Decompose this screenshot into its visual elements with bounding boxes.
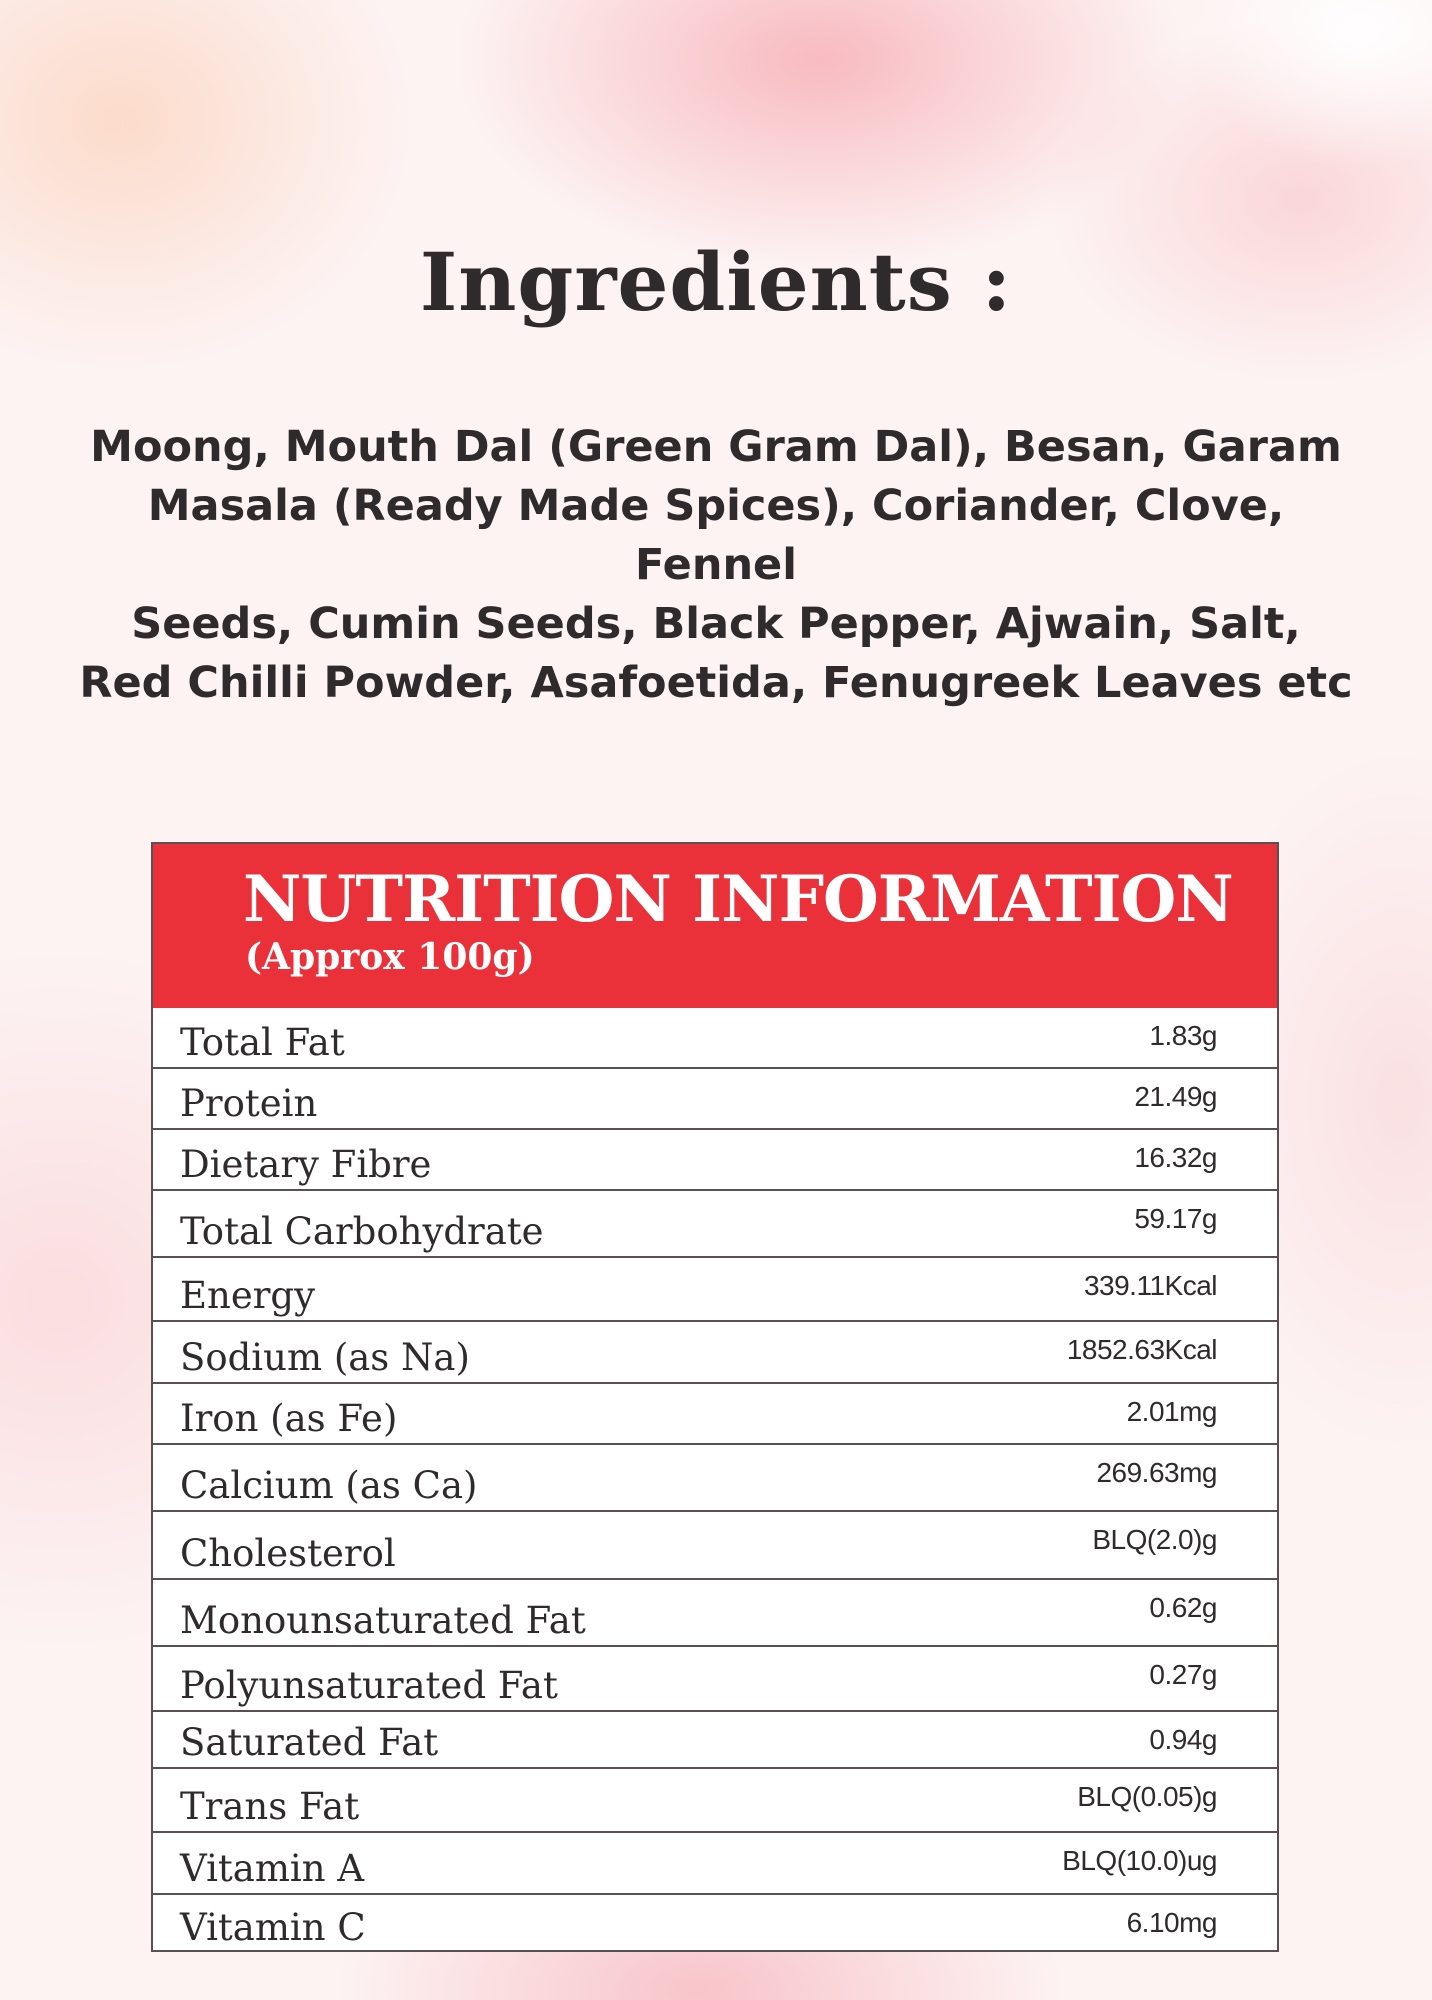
table-row	[153, 1710, 1277, 1767]
table-row	[153, 1767, 1277, 1831]
nutrient-label: Calcium (as Ca)	[180, 1464, 478, 1507]
ingredients-line: Seeds, Cumin Seeds, Black Pepper, Ajwain, Salt,	[131, 599, 1301, 649]
ingredients-line: Red Chilli Powder, Asafoetida, Fenugreek Leaves etc	[79, 658, 1353, 708]
nutrient-value: 0.62g	[1149, 1592, 1217, 1623]
table-row	[153, 1256, 1277, 1320]
table-row	[153, 1645, 1277, 1710]
nutrient-label: Protein	[180, 1082, 318, 1125]
table-row	[153, 1510, 1277, 1578]
nutrient-label: Energy	[180, 1274, 316, 1317]
nutrient-label: Polyunsaturated Fat	[180, 1664, 558, 1707]
ingredients-text	[60, 418, 1372, 713]
nutrient-value: 59.17g	[1134, 1203, 1217, 1234]
table-row	[153, 1067, 1277, 1128]
nutrition-header	[153, 844, 1277, 1008]
nutrition-table	[153, 1008, 1277, 1952]
nutrient-label: Sodium (as Na)	[180, 1336, 470, 1379]
nutrient-value: 6.10mg	[1126, 1907, 1217, 1938]
nutrition-panel	[151, 842, 1279, 1952]
table-row	[153, 1893, 1277, 1952]
nutrient-value: 16.32g	[1134, 1142, 1217, 1173]
table-row	[153, 1189, 1277, 1256]
background-blotch	[1190, 0, 1432, 170]
nutrient-value: 0.27g	[1149, 1659, 1217, 1690]
table-row	[153, 1443, 1277, 1510]
ingredients-line: Moong, Mouth Dal (Green Gram Dal), Besan, Garam	[90, 422, 1342, 472]
ingredients-line: Masala (Ready Made Spices), Coriander, Clove, Fennel	[147, 481, 1285, 590]
nutrient-label: Total Carbohydrate	[180, 1210, 544, 1253]
table-row	[153, 1831, 1277, 1893]
nutrient-label: Cholesterol	[180, 1532, 396, 1575]
nutrient-value: BLQ(2.0)g	[1092, 1524, 1217, 1555]
nutrient-label: Monounsaturated Fat	[180, 1599, 586, 1642]
nutrient-label: Dietary Fibre	[180, 1143, 432, 1186]
nutrient-label: Vitamin C	[180, 1906, 366, 1949]
nutrient-value: 269.63mg	[1096, 1457, 1217, 1488]
nutrient-label: Vitamin A	[180, 1847, 365, 1890]
table-row	[153, 1382, 1277, 1443]
nutrient-value: 21.49g	[1134, 1081, 1217, 1112]
nutrient-value: BLQ(10.0)ug	[1062, 1845, 1217, 1876]
nutrient-label: Saturated Fat	[180, 1721, 439, 1764]
table-row	[153, 1320, 1277, 1382]
table-row	[153, 1128, 1277, 1189]
nutrient-value: 339.11Kcal	[1083, 1270, 1217, 1301]
nutrition-title: NUTRITION INFORMATION	[243, 862, 1233, 937]
nutrient-label: Total Fat	[180, 1021, 345, 1064]
nutrition-subtitle: (Approx 100g)	[245, 936, 535, 978]
nutrient-value: BLQ(0.05)g	[1077, 1781, 1217, 1812]
table-row	[153, 1008, 1277, 1067]
table-row	[153, 1578, 1277, 1645]
nutrient-value: 1852.63Kcal	[1066, 1334, 1217, 1365]
nutrient-value: 0.94g	[1149, 1724, 1217, 1755]
nutrient-value: 2.01mg	[1126, 1396, 1217, 1427]
nutrient-label: Trans Fat	[180, 1785, 360, 1828]
nutrient-label: Iron (as Fe)	[180, 1397, 398, 1440]
ingredients-heading: Ingredients :	[419, 235, 1013, 329]
nutrient-value: 1.83g	[1149, 1020, 1217, 1051]
